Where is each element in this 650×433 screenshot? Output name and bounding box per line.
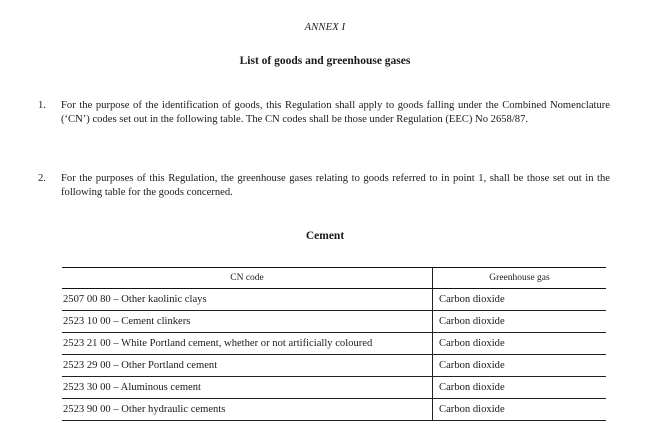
goods-table	[62, 267, 606, 421]
cn-code-cell: 2523 90 00 – Other hydraulic cements	[62, 399, 433, 421]
cn-code-cell: 2523 29 00 – Other Portland cement	[62, 355, 433, 377]
greenhouse-gas-cell: Carbon dioxide	[433, 289, 606, 311]
cn-code-cell: 2523 10 00 – Cement clinkers	[62, 311, 433, 333]
table-title: Cement	[305, 230, 345, 242]
greenhouse-gas-cell: Carbon dioxide	[433, 311, 606, 333]
paragraph-2	[38, 172, 610, 199]
table-row	[62, 377, 606, 399]
header-greenhouse-gas: Greenhouse gas	[433, 268, 606, 289]
annex-label: ANNEX I	[304, 22, 346, 33]
document-title: List of goods and greenhouse gases	[239, 55, 411, 67]
table-row	[62, 399, 606, 421]
greenhouse-gas-cell: Carbon dioxide	[433, 333, 606, 355]
cn-code-cell: 2507 00 80 – Other kaolinic clays	[62, 289, 433, 311]
header-cn-code: CN code	[62, 268, 433, 289]
greenhouse-gas-cell: Carbon dioxide	[433, 377, 606, 399]
paragraph-2-text: For the purposes of this Regulation, the greenhouse gases relating to goods referred to in point 1, shall be those set out in the following table for the goods concerned.	[61, 173, 610, 198]
table-row	[62, 311, 606, 333]
paragraph-2-number: 2.	[38, 173, 46, 184]
greenhouse-gas-cell: Carbon dioxide	[433, 355, 606, 377]
paragraph-1-text: For the purpose of the identification of goods, this Regulation shall apply to goods falling under the Combined Nomenclature (‘CN’) codes set out in the following table. The CN codes shall be those under Regulation (EEC) No 2658/87.	[61, 100, 610, 125]
table-header-row	[62, 268, 606, 289]
table-row	[62, 333, 606, 355]
table-row	[62, 289, 606, 311]
cn-code-cell: 2523 21 00 – White Portland cement, whether or not artificially coloured	[62, 333, 433, 355]
cn-code-cell: 2523 30 00 – Aluminous cement	[62, 377, 433, 399]
paragraph-1-number: 1.	[38, 100, 46, 111]
greenhouse-gas-cell: Carbon dioxide	[433, 399, 606, 421]
paragraph-1	[38, 99, 610, 126]
table-row	[62, 355, 606, 377]
